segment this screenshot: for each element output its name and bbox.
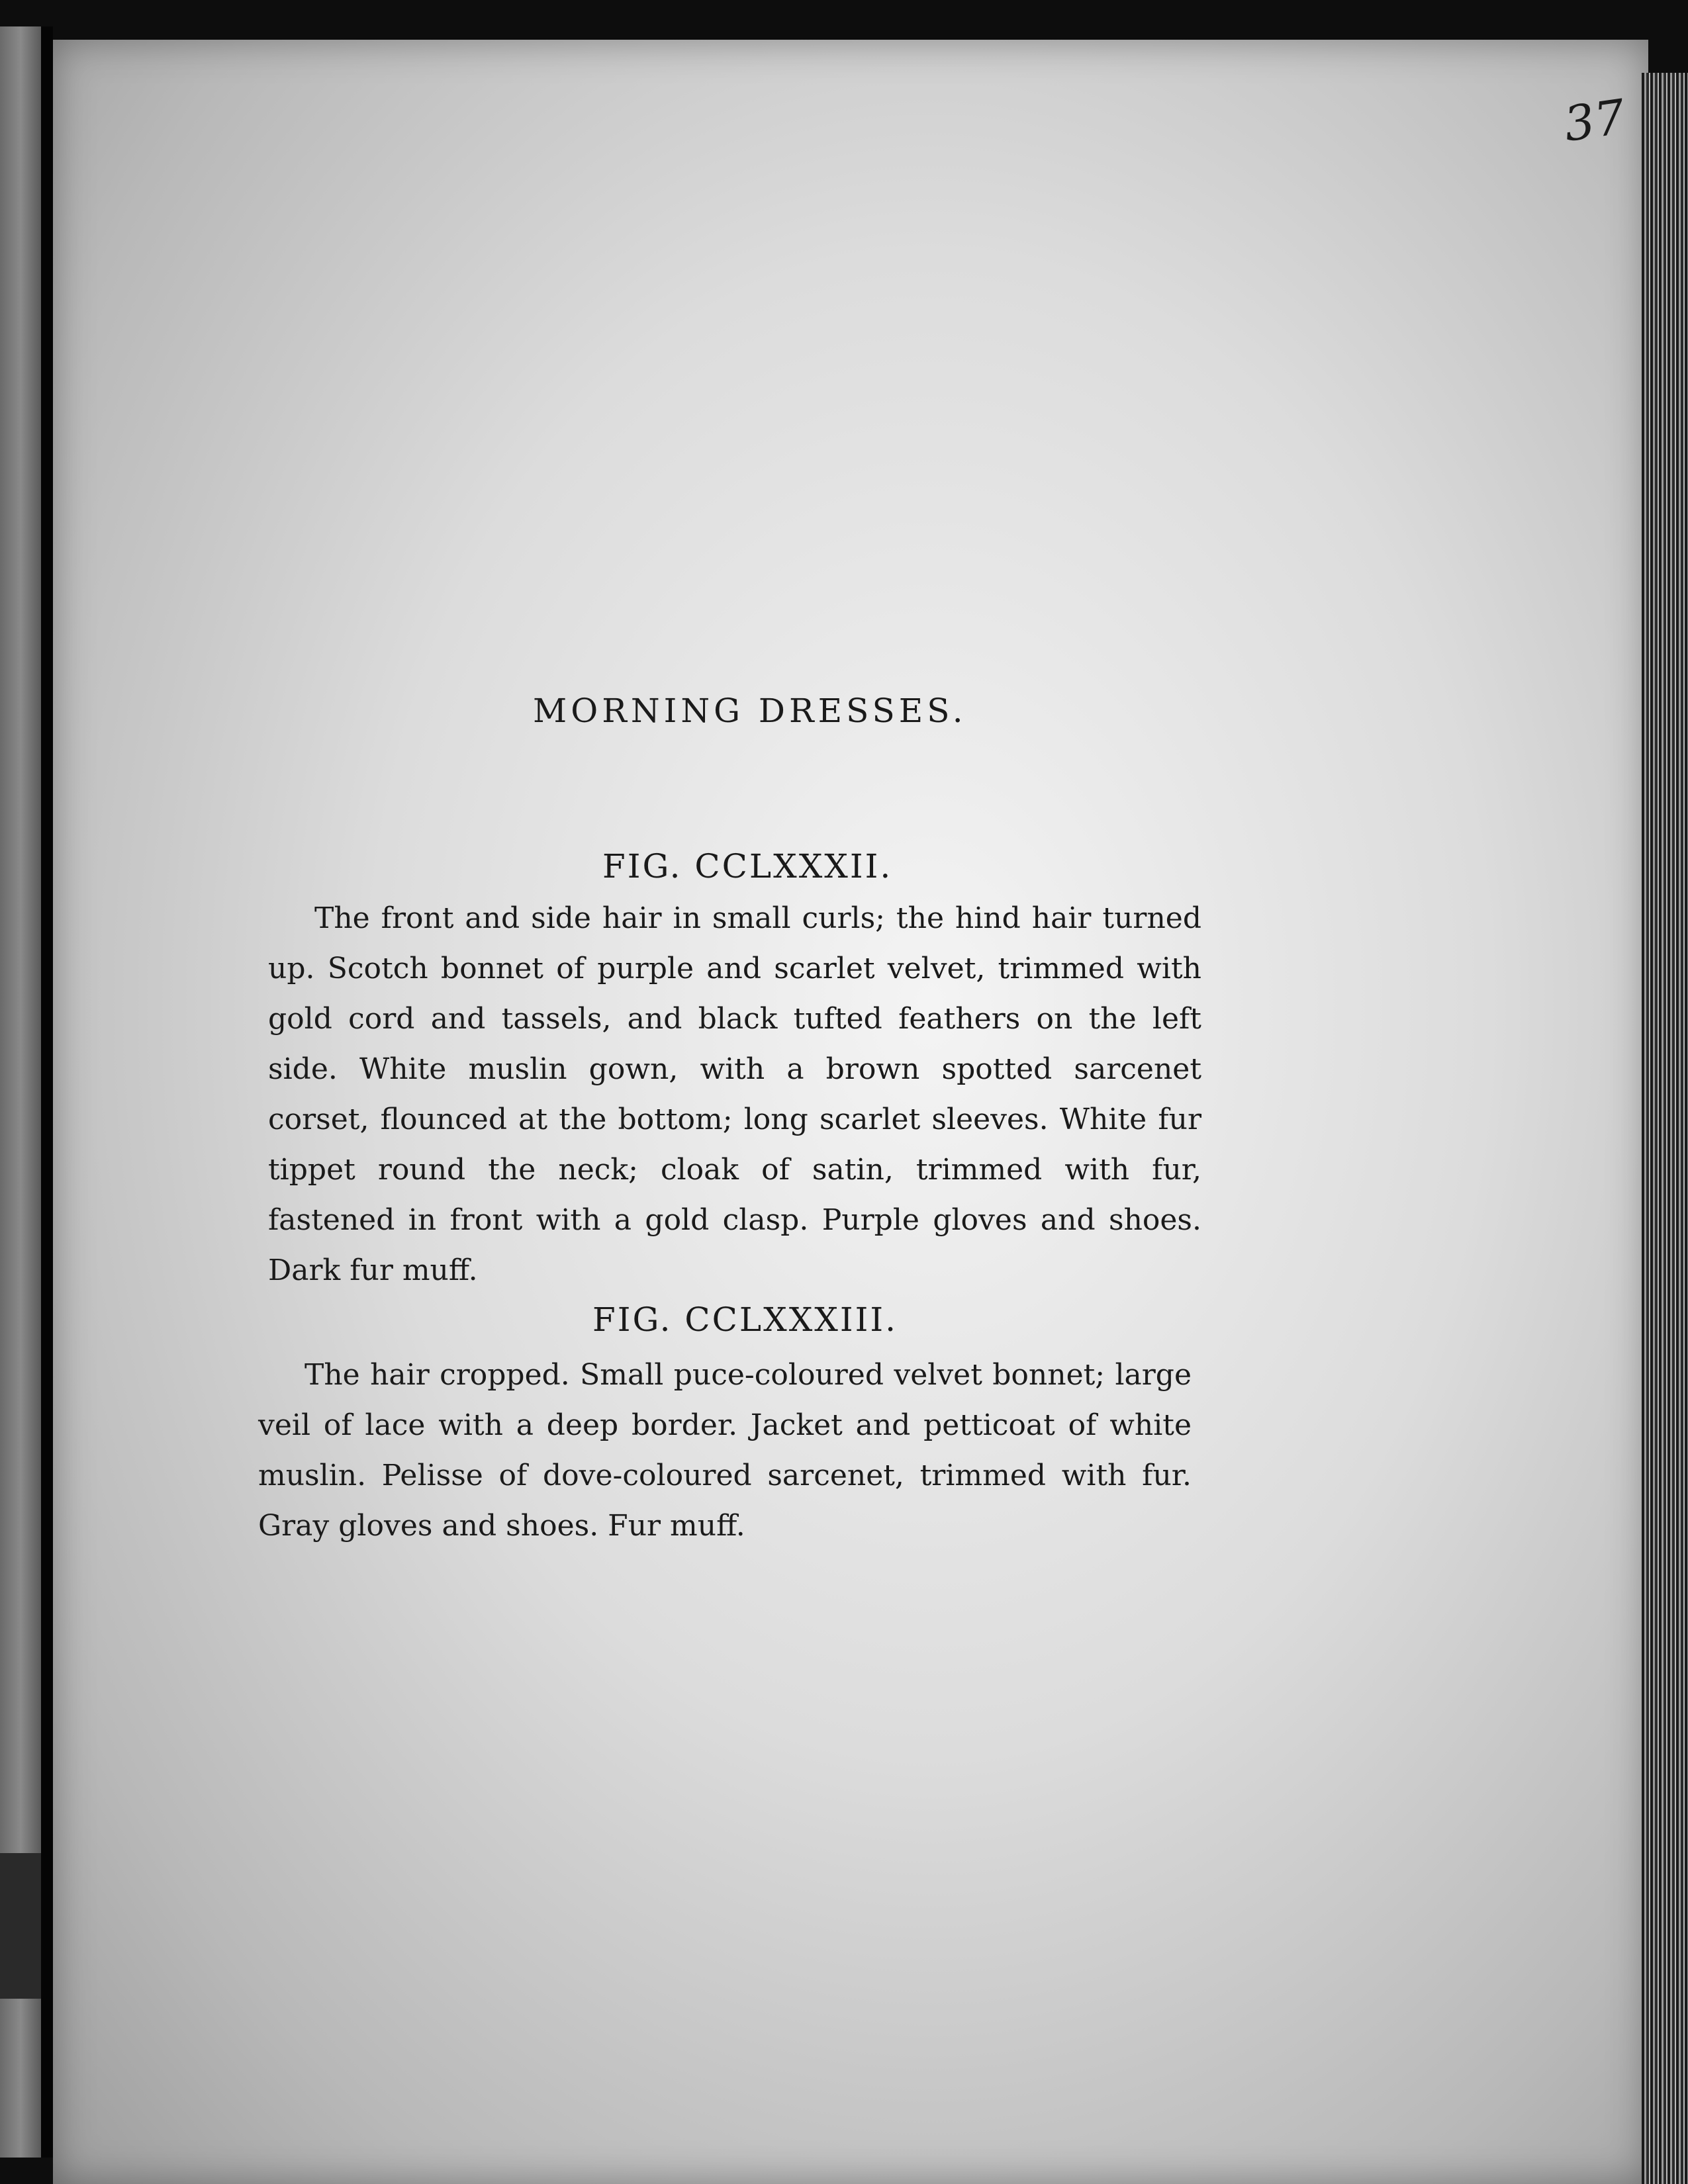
adjacent-page-edge bbox=[0, 26, 41, 2158]
book-gutter bbox=[41, 26, 53, 2158]
figure-description: The hair cropped. Small puce-coloured velvet bonnet; large veil of lace with a deep border. Jacket and petticoat of white muslin. Pelisse of dove-coloured sarcenet, trimmed with fur. Gray gloves and shoes. Fur muff. bbox=[258, 1358, 1192, 1543]
page-stack-edges bbox=[1642, 73, 1688, 2184]
section-heading: MORNING DRESSES. bbox=[533, 692, 967, 730]
adjacent-page-shadow bbox=[0, 1853, 41, 1999]
page-number: 37 bbox=[1560, 89, 1629, 152]
figure-title: FIG. CCLXXXII. bbox=[602, 847, 893, 886]
figure-title: FIG. CCLXXXIII. bbox=[592, 1300, 898, 1339]
figure-description: The front and side hair in small curls; the hind hair turned up. Scotch bonnet of purple and scarlet velvet, trimmed with gold cord and tassels, and black tufted feathers on the left side. White muslin gown, with a brown spotted sarcenet corset, flounced at the bottom; long scarlet sleeves. White fur tippet round the neck; cloak of satin, trimmed with fur, fastened in front with a gold clasp. Purple gloves and shoes. Dark fur muff. bbox=[268, 901, 1201, 1287]
